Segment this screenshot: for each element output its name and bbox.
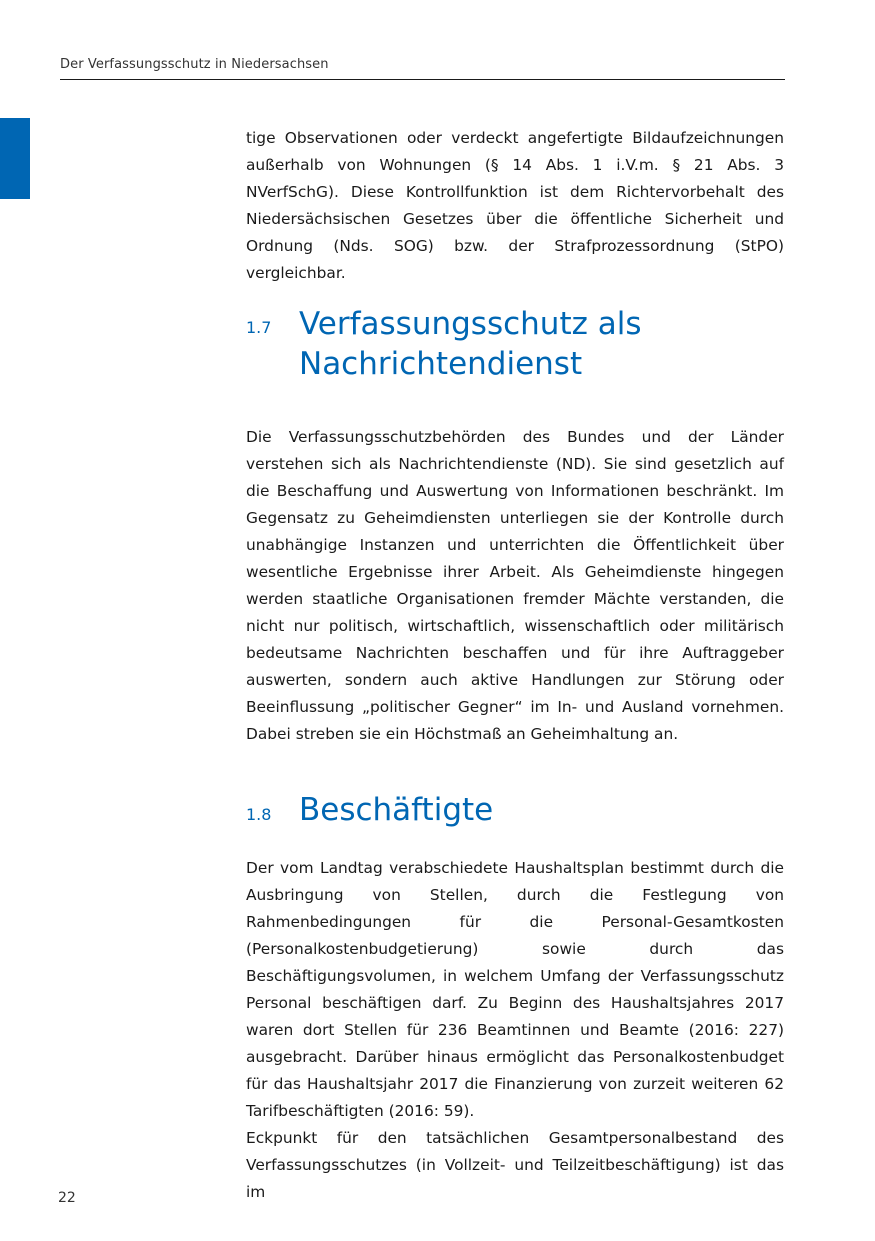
section-1-8-paragraph-1: Der vom Landtag verabschiedete Haushaltsplan bestimmt durch die Ausbringung von Stellen, durch die Festlegung von Rahmenbedingungen für die Personal-Gesamtkosten (Personalkostenbudgetierung) sowie durch das Beschäftigungsvolumen, in welchem Umfang der Verfassungsschutz Personal beschäftigen darf. Zu Beginn des Haushaltsjahres 2017 waren dort Stellen für 236 Beamtinnen und Beamte (2016: 227) ausgebracht. Darüber hinaus ermöglicht das Personalkostenbudget für das Haushaltsjahr 2017 die Finanzierung von zurzeit weiteren 62 Tarifbeschäftigten (2016: 59). xyxy=(246,859,784,1120)
page-number: 22 xyxy=(58,1190,76,1206)
section-heading-1-8 xyxy=(246,790,784,835)
header-rule xyxy=(60,79,785,80)
chapter-side-tab xyxy=(0,118,30,199)
section-1-7-body-block xyxy=(246,424,784,748)
intro-paragraph-block xyxy=(246,125,784,287)
section-1-7-paragraph: Die Verfassungsschutzbehörden des Bundes und der Länder verstehen sich als Nachrichtendienste (ND). Sie sind gesetzlich auf die Beschaffung und Auswertung von Informationen beschränkt. Im Gegensatz zu Geheimdiensten unterliegen sie der Kontrolle durch unabhängige Instanzen und unterrichten die Öffentlichkeit über wesentliche Ergebnisse ihrer Arbeit. Als Geheimdienste hingegen werden staatliche Organisationen fremder Mächte verstanden, die nicht nur politisch, wirtschaftlich, wissenschaftlich oder militärisch bedeutsame Nachrichten beschaffen und für ihre Auftraggeber auswerten, sondern auch aktive Handlungen zur Störung oder Beeinflussung „politischer Gegner“ im In- und Ausland vornehmen. Dabei streben sie ein Höchstmaß an Geheimhaltung an. xyxy=(246,428,784,743)
section-title-line-2: Nachrichtendienst xyxy=(299,346,583,382)
section-heading-1-7 xyxy=(246,304,784,394)
section-number: 1.7 xyxy=(246,318,272,337)
running-header: Der Verfassungsschutz in Niedersachsen xyxy=(60,57,329,72)
section-1-8-body-block xyxy=(246,855,784,1206)
section-number: 1.8 xyxy=(246,805,272,824)
section-title-line-1: Verfassungsschutz als xyxy=(299,306,642,342)
section-title: Beschäftigte xyxy=(299,792,494,828)
section-title xyxy=(299,304,779,384)
section-1-8-paragraph-2: Eckpunkt für den tatsächlichen Gesamtpersonalbestand des Verfassungsschutzes (in Vollzeit- und Teilzeitbeschäftigung) ist das im xyxy=(246,1129,784,1201)
intro-paragraph: tige Observationen oder verdeckt angefertigte Bildaufzeichnungen außerhalb von Wohnungen (§ 14 Abs. 1 i.V.m. § 21 Abs. 3 NVerfSchG). Diese Kontrollfunktion ist dem Richtervorbehalt des Niedersächsischen Gesetzes über die öffentliche Sicherheit und Ordnung (Nds. SOG) bzw. der Strafprozessordnung (StPO) vergleichbar. xyxy=(246,129,784,282)
